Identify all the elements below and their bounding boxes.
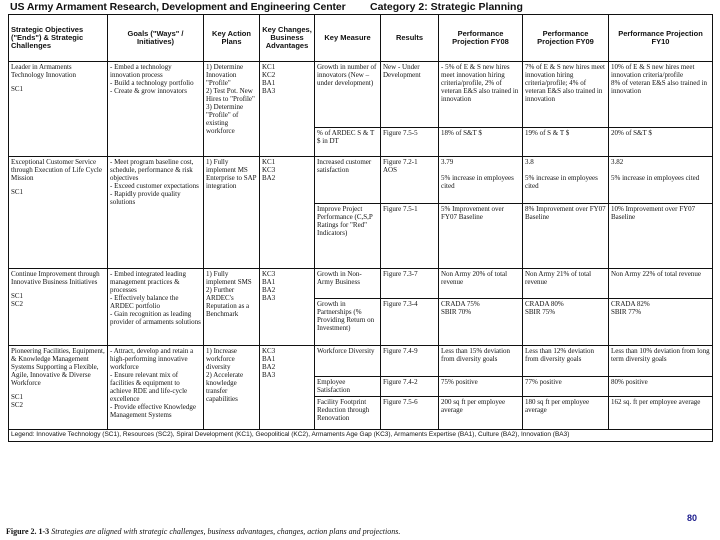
col-header-key-measure: Key Measure xyxy=(315,15,381,62)
challenge-codes: SC1 SC2 xyxy=(11,393,24,409)
goals-cell: - Embed a technology innovation process - Build a technology portfolio - Create & grow innovators xyxy=(108,62,204,157)
result-cell: Figure 7.3-7 xyxy=(381,269,439,299)
action-plans-cell: 1) Fully implement SMS 2) Further ARDEC's Reputation as a Benchmark xyxy=(204,269,260,346)
action-plans-cell: 1) Fully implement MS Enterprise to SAP integration xyxy=(204,157,260,269)
col-header-results: Results xyxy=(381,15,439,62)
objective-text: Continue Improvement through Innovative Business Initiatives xyxy=(11,270,100,286)
table-row xyxy=(9,269,713,299)
fy08-cell: - 5% of E & S new hires meet innovation hiring criteria/profile, 2% of veteran E&S also trained in innovation xyxy=(439,62,523,128)
action-plans-cell: 1) Determine Innovation "Profile" 2) Test Pot. New Hires to "Profile" 3) Determine "Profile" of existing workforce xyxy=(204,62,260,157)
fy09-cell: 3.8 5% increase in employees cited xyxy=(523,157,609,204)
objective-text: Leader in Armaments Technology Innovation xyxy=(11,63,77,79)
fy10-cell: CRADA 82% SBIR 77% xyxy=(609,299,713,346)
col-header-action-plans: Key Action Plans xyxy=(204,15,260,62)
fy08-cell: 75% positive xyxy=(439,377,523,397)
strategic-planning-table xyxy=(8,14,713,442)
fy09-cell: 8% Improvement over FY07 Baseline xyxy=(523,204,609,269)
objective-cell xyxy=(9,269,108,346)
result-cell: Figure 7.5-5 xyxy=(381,128,439,157)
page-number: 80 xyxy=(687,513,698,523)
table-row xyxy=(9,346,713,377)
fy08-cell: 18% of S&T $ xyxy=(439,128,523,157)
fy10-cell: Non Army 22% of total revenue xyxy=(609,269,713,299)
objective-cell xyxy=(9,157,108,269)
fy08-cell: CRADA 75% SBIR 70% xyxy=(439,299,523,346)
challenge-codes: SC1 xyxy=(11,188,24,196)
challenge-codes: SC1 SC2 xyxy=(11,292,24,308)
challenge-codes: SC1 xyxy=(11,85,24,93)
col-header-fy09: Performance Projection FY09 xyxy=(523,15,609,62)
fy10-cell: 3.82 5% increase in employees cited xyxy=(609,157,713,204)
fy08-cell: 200 sq ft per employee average xyxy=(439,397,523,430)
result-cell: Figure 7.5-1 xyxy=(381,204,439,269)
fy08-cell: 3.79 5% increase in employees cited xyxy=(439,157,523,204)
fy10-cell: 10% Improvement over FY07 Baseline xyxy=(609,204,713,269)
action-plans-cell: 1) Increase workforce diversity 2) Accelerate knowledge transfer capabilities xyxy=(204,346,260,430)
key-changes-cell: KC3 BA1 BA2 BA3 xyxy=(260,269,315,346)
col-header-goals: Goals ("Ways" / Initiatives) xyxy=(108,15,204,62)
legend-text: Legend: Innovative Technology (SC1), Resources (SC2), Spiral Development (KC1), Geopolitical (KC2), Armaments Age Gap (KC3), Armaments Expertise (BA1), Culture (BA2), Innovation (BA3) xyxy=(9,430,713,442)
key-changes-cell: KC1 KC3 BA2 xyxy=(260,157,315,269)
measure-cell: Employee Satisfaction xyxy=(315,377,381,397)
result-cell: Figure 7.3-4 xyxy=(381,299,439,346)
key-changes-cell: KC1 KC2 BA1 BA3 xyxy=(260,62,315,157)
objective-text: Pioneering Facilities, Equipment, & Knowledge Management Systems Supporting a Flexible, Agile, Innovative & Diverse Workforce xyxy=(11,347,105,387)
fy10-cell: 20% of S&T $ xyxy=(609,128,713,157)
fy09-cell: CRADA 80% SBIR 75% xyxy=(523,299,609,346)
table-row xyxy=(9,157,713,204)
fy10-cell: Less than 10% deviation from long term diversity goals xyxy=(609,346,713,377)
result-cell: Figure 7.5-6 xyxy=(381,397,439,430)
result-cell: Figure 7.4-2 xyxy=(381,377,439,397)
fy10-cell: 162 sq. ft per employee average xyxy=(609,397,713,430)
fy10-cell: 80% positive xyxy=(609,377,713,397)
measure-cell: Growth in Non-Army Business xyxy=(315,269,381,299)
figure-caption xyxy=(6,527,400,536)
result-cell: New - Under Development xyxy=(381,62,439,128)
goals-cell: - Meet program baseline cost, schedule, performance & risk objectives - Exceed customer expectations - Rapidly provide quality solutions xyxy=(108,157,204,269)
objective-text: Exceptional Customer Service through Execution of Life Cycle Mission xyxy=(11,158,102,182)
fy09-cell: 180 sq ft per employee average xyxy=(523,397,609,430)
col-header-objectives: Strategic Objectives ("Ends") & Strategic Challenges xyxy=(9,15,108,62)
fy09-cell: 77% positive xyxy=(523,377,609,397)
fy08-cell: Non Army 20% of total revenue xyxy=(439,269,523,299)
key-changes-cell: KC3 BA1 BA2 BA3 xyxy=(260,346,315,430)
fy10-cell: 10% of E & S new hires meet innovation criteria/profile 8% of veteran E&S also trained in innovation xyxy=(609,62,713,128)
fy09-cell: Less than 12% deviation from diversity goals xyxy=(523,346,609,377)
fy08-cell: Less than 15% deviation from diversity goals xyxy=(439,346,523,377)
category-title: Category 2: Strategic Planning xyxy=(370,1,523,13)
fy09-cell: Non Army 21% of total revenue xyxy=(523,269,609,299)
goals-cell: - Embed integrated leading management practices & processes - Effectively balance the ARDEC portfolio - Gain recognition as leading provider of armaments solutions xyxy=(108,269,204,346)
col-header-key-changes: Key Changes, Business Advantages xyxy=(260,15,315,62)
figure-caption-text: Strategies are aligned with strategic challenges, business advantages, changes, action plans and projections. xyxy=(51,527,401,536)
table-row xyxy=(9,62,713,128)
fy09-cell: 19% of S & T $ xyxy=(523,128,609,157)
measure-cell: Improve Project Performance (C,S,P Ratings for "Red" Indicators) xyxy=(315,204,381,269)
col-header-fy10: Performance Projection FY10 xyxy=(609,15,713,62)
legend-row xyxy=(9,430,713,442)
goals-cell: - Attract, develop and retain a high-performing innovative workforce - Ensure relevant mix of facilities & equipment to achieve RDE and life-cycle excellence - Provide effective Knowledge Management Systems xyxy=(108,346,204,430)
measure-cell: Growth in number of innovators (New – under development) xyxy=(315,62,381,128)
col-header-fy08: Performance Projection FY08 xyxy=(439,15,523,62)
figure-label: Figure 2. 1-3 xyxy=(6,527,50,536)
objective-cell xyxy=(9,62,108,157)
result-cell: Figure 7.2-1 AOS xyxy=(381,157,439,204)
fy09-cell: 7% of E & S new hires meet innovation hiring criteria/profile; 4% of veteran E&S also trained in innovation xyxy=(523,62,609,128)
result-cell: Figure 7.4-9 xyxy=(381,346,439,377)
fy08-cell: 5% Improvement over FY07 Baseline xyxy=(439,204,523,269)
measure-cell: Growth in Partnerships (% Providing Return on Investment) xyxy=(315,299,381,346)
measure-cell: Increased customer satisfaction xyxy=(315,157,381,204)
organization-title: US Army Armament Research, Development and Engineering Center xyxy=(10,1,346,13)
measure-cell: % of ARDEC S & T $ in DT xyxy=(315,128,381,157)
objective-cell xyxy=(9,346,108,430)
measure-cell: Workforce Diversity xyxy=(315,346,381,377)
table-header-row xyxy=(9,15,713,62)
measure-cell: Facility Footprint Reduction through Renovation xyxy=(315,397,381,430)
